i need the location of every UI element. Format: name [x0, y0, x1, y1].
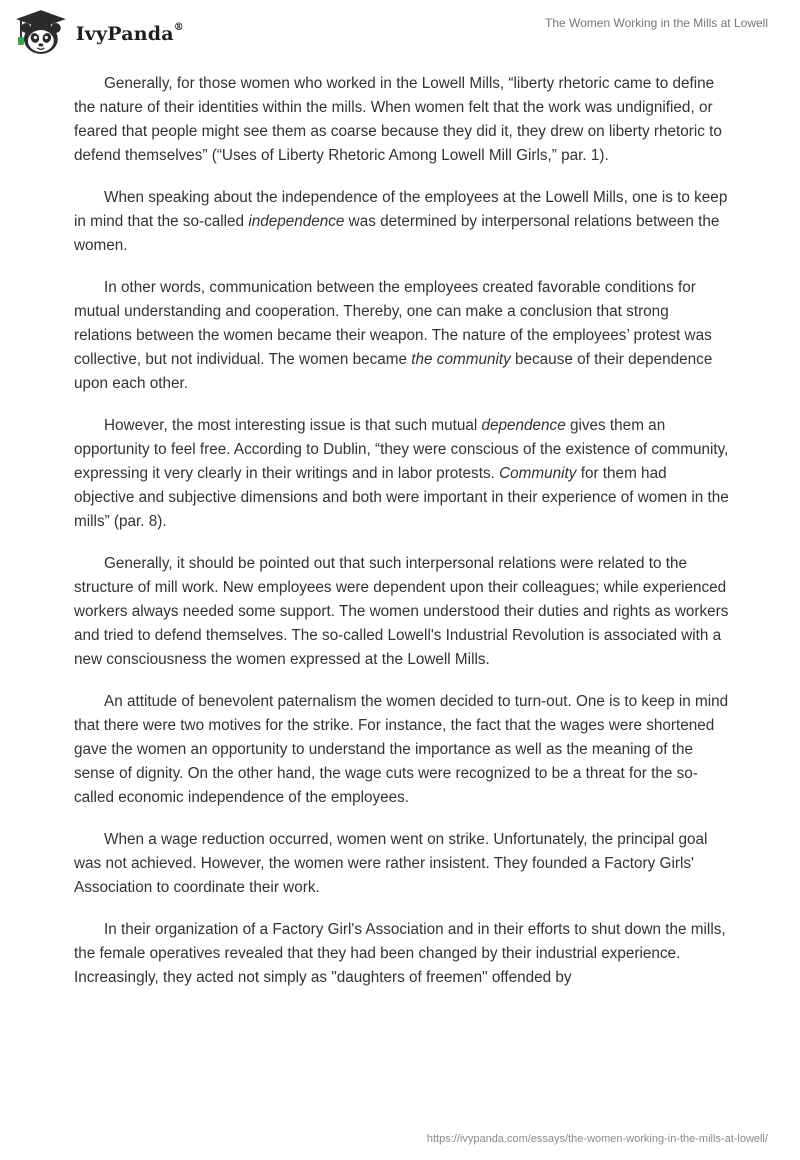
- essay-body: [74, 72, 730, 1008]
- brand-name: IvyPanda®: [75, 21, 184, 45]
- paragraph-text: When speaking about the independence of the employees at the Lowell Mills, one is to keep in mind that the so-called: [74, 189, 728, 230]
- paragraph: [74, 414, 730, 534]
- paragraph-text: Generally, for those women who worked in the Lowell Mills, “liberty rhetoric came to define the nature of their identities within the mills. When women felt that the work was undignified, or feared that people might see them as coarse because they did it, they drew on liberty rhetoric to defend themselves” (“Uses of Liberty Rhetoric Among Lowell Mill Girls,” par. 1).: [74, 75, 722, 164]
- emphasized-text: dependence: [481, 417, 566, 434]
- paragraph-text: for them had objective and subjective dimensions and both were important in their experience of women in the mills” (par. 8).: [74, 465, 729, 530]
- paragraph-text: gives them an opportunity to feel free. According to Dublin, “they were conscious of the existence of community, expressing it very clearly in their writings and in labor protests.: [74, 417, 729, 482]
- panda-graduation-cap-icon: [14, 8, 68, 58]
- paragraph-text: was determined by interpersonal relations between the women.: [74, 213, 720, 254]
- emphasized-text: Community: [499, 465, 577, 482]
- paragraph: [74, 828, 730, 900]
- emphasized-text: the community: [411, 351, 511, 368]
- page-header: [0, 0, 800, 70]
- paragraph: [74, 918, 730, 990]
- paragraph-text: An attitude of benevolent paternalism the women decided to turn-out. One is to keep in mind that there were two motives for the strike. For instance, the fact that the wages were shortened gave the women an opportunity to understand the importance as well as the meaning of the sense of dignity. On the other hand, the wage cuts were recognized to be a threat for the so-called economic independence of the employees.: [74, 693, 729, 806]
- paragraph-text: Generally, it should be pointed out that such interpersonal relations were related to the structure of mill work. New employees were dependent upon their colleagues; while experienced workers always needed some support. The women understood their duties and rights as workers and tried to defend themselves. The so-called Lowell's Industrial Revolution is associated with a new consciousness the women expressed at the Lowell Mills.: [74, 555, 729, 668]
- paragraph-text: In other words, communication between the employees created favorable conditions for mutual understanding and cooperation. Thereby, one can make a conclusion that strong relations between the women became their weapon. The nature of the employees’ protest was collective, but not individual. The women became: [74, 279, 712, 368]
- brand-logo[interactable]: [14, 8, 184, 58]
- paragraph: [74, 72, 730, 168]
- emphasized-text: independence: [248, 213, 345, 230]
- paragraph-text: In their organization of a Factory Girl's Association and in their efforts to shut down the mills, the female operatives revealed that they had been changed by their industrial experience. Increasingly, they acted not simply as "daughters of freemen" offended by: [74, 921, 726, 986]
- paragraph-text: When a wage reduction occurred, women went on strike. Unfortunately, the principal goal was not achieved. However, the women were rather insistent. They founded a Factory Girls' Association to coordinate their work.: [74, 831, 708, 896]
- document-title: The Women Working in the Mills at Lowell: [545, 16, 768, 30]
- source-url[interactable]: https://ivypanda.com/essays/the-women-working-in-the-mills-at-lowell/: [426, 1133, 768, 1145]
- paragraph-text: However, the most interesting issue is that such mutual: [104, 417, 482, 434]
- paragraph-text: because of their dependence upon each other.: [74, 351, 713, 392]
- paragraph: [74, 276, 730, 396]
- paragraph: [74, 552, 730, 672]
- paragraph: [74, 186, 730, 258]
- paragraph: [74, 690, 730, 810]
